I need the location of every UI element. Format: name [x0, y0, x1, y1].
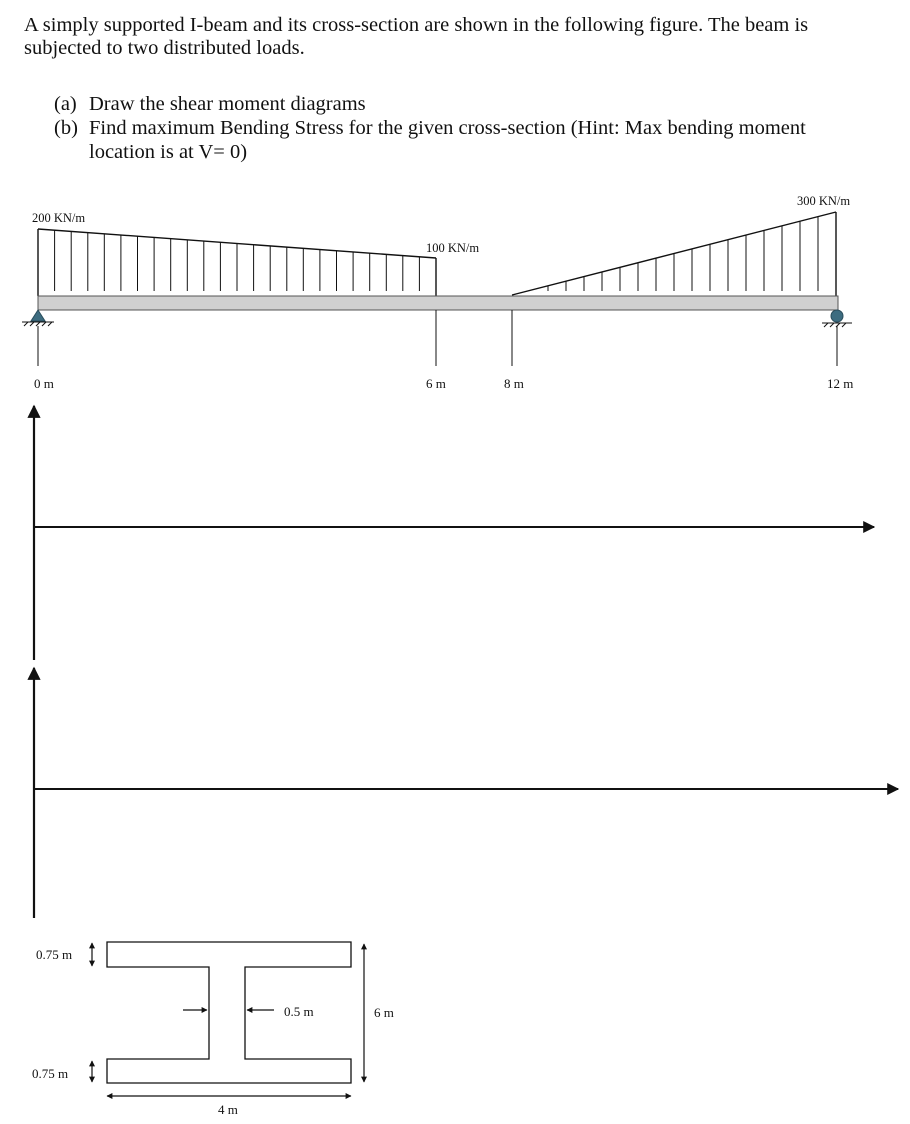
- load-arrow-head: [600, 1, 603, 291]
- question-a-mark: (a): [54, 93, 77, 115]
- load-label-300: 300 KN/m: [797, 194, 851, 208]
- position-label-6: 6 m: [426, 376, 446, 391]
- load-arrow-head: [618, 1, 621, 291]
- load-arrow-head: [636, 1, 639, 291]
- load-arrow-head: [417, 1, 420, 291]
- i-section-outline: [107, 942, 351, 1083]
- bottom-flange-label: 0.75 m: [32, 1066, 69, 1081]
- problem-intro: A simply supported I-beam and its cross-section are shown in the following figure. The beam is subjected to two distributed loads.: [24, 14, 809, 59]
- load-arrow-head: [334, 1, 337, 291]
- load-arrow-head: [564, 1, 567, 291]
- load-arrow-head: [317, 1, 320, 291]
- load-arrow-head: [546, 1, 549, 291]
- question-b-mark: (b): [54, 117, 78, 139]
- beam-figure: [22, 1, 853, 392]
- right-support: [822, 310, 852, 327]
- load-arrow-head: [384, 1, 387, 291]
- i-beam-cross-section: [32, 942, 394, 1117]
- left-load-arrows: [52, 1, 419, 292]
- left-support: [22, 310, 54, 326]
- shear-diagram-axes: [34, 406, 874, 660]
- load-arrow-head: [672, 1, 675, 291]
- position-label-8: 8 m: [504, 376, 524, 391]
- load-arrow-head: [654, 1, 657, 291]
- load-arrow-head: [351, 1, 354, 291]
- load-arrow-head: [582, 1, 585, 291]
- moment-diagram-axes: [34, 668, 898, 918]
- position-label-12: 12 m: [827, 376, 854, 391]
- question-a-text: Draw the shear moment diagrams: [89, 93, 366, 115]
- section-height-label: 6 m: [374, 1005, 394, 1020]
- load-arrow-head: [301, 1, 304, 291]
- beam-body: [38, 296, 838, 310]
- section-width-label: 4 m: [218, 1102, 238, 1117]
- question-b-text: Find maximum Bending Stress for the given cross-section (Hint: Max bending moment location is at V= 0): [89, 117, 806, 163]
- load-label-100: 100 KN/m: [426, 241, 480, 255]
- load-arrow-head: [690, 1, 693, 291]
- web-thickness-label: 0.5 m: [284, 1004, 314, 1019]
- load-arrow-head: [367, 1, 370, 291]
- right-load-arrows: [546, 1, 819, 292]
- top-flange-label: 0.75 m: [36, 947, 73, 962]
- load-arrow-head: [400, 1, 403, 291]
- load-label-200: 200 KN/m: [32, 211, 86, 225]
- position-label-0: 0 m: [34, 376, 54, 391]
